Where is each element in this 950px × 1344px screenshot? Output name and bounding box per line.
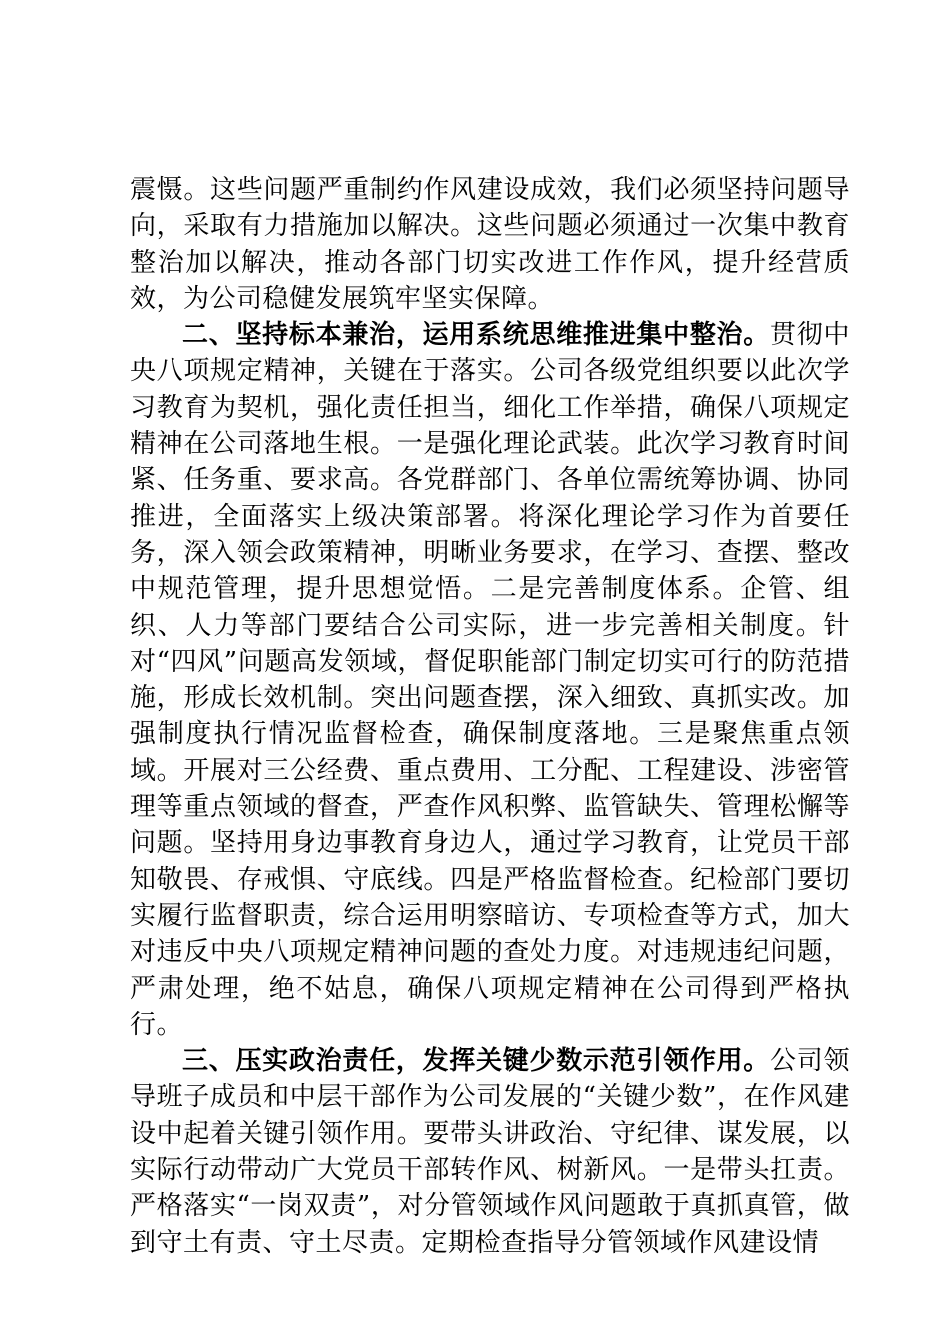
section-3-body: 公司领导班子成员和中层干部作为公司发展的“关键少数”，在作风建设中起着关键引领作用。要带头讲政治、守纪律、谋发展，以实际行动带动广大党员干部转作风、树新风。一是带头扛责。严格落实“一岗双责”，对分管领域作风问题敢于真抓真管，做到守土有责、守土尽责。定期检查指导分管领域作风建设情 <box>130 1046 850 1258</box>
paragraph-intro: 震慑。这些问题严重制约作风建设成效，我们必须坚持问题导向，采取有力措施加以解决。这些问题必须通过一次集中教育整治加以解决，推动各部门切实改进工作作风，提升经营质效，为公司稳健发展筑牢坚实保障。 <box>130 175 850 314</box>
document-page <box>130 172 850 1261</box>
paragraph-section-3 <box>130 1043 850 1261</box>
section-2-body: 贯彻中央八项规定精神，关键在于落实。公司各级党组织要以此次学习教育为契机，强化责任担当，细化工作举措，确保八项规定精神在公司落地生根。一是强化理论武装。此次学习教育时间紧、任务重、要求高。各党群部门、各单位需统筹协调、协同推进，全面落实上级决策部署。将深化理论学习作为首要任务，深入领会政策精神，明晰业务要求，在学习、查摆、整改中规范管理，提升思想觉悟。二是完善制度体系。企管、组织、人力等部门要结合公司实际，进一步完善相关制度。针对“四风”问题高发领域，督促职能部门制定切实可行的防范措施，形成长效机制。突出问题查摆，深入细致、真抓实改。加强制度执行情况监督检查，确保制度落地。三是聚焦重点领域。开展对三公经费、重点费用、工分配、工程建设、涉密管理等重点领域的督查，严查作风积弊、监管缺失、管理松懈等问题。坚持用身边事教育身边人，通过学习教育，让党员干部知敬畏、存戒惧、守底线。四是严格监督检查。纪检部门要切实履行监督职责，综合运用明察暗访、专项检查等方式，加大对违反中央八项规定精神问题的查处力度。对违规违纪问题，严肃处理，绝不姑息，确保八项规定精神在公司得到严格执行。 <box>130 320 850 1040</box>
paragraph-section-2 <box>130 317 850 1043</box>
section-3-heading: 三、压实政治责任，发挥关键少数示范引领作用。 <box>182 1046 771 1077</box>
section-2-heading: 二、坚持标本兼治，运用系统思维推进集中整治。 <box>182 320 771 351</box>
